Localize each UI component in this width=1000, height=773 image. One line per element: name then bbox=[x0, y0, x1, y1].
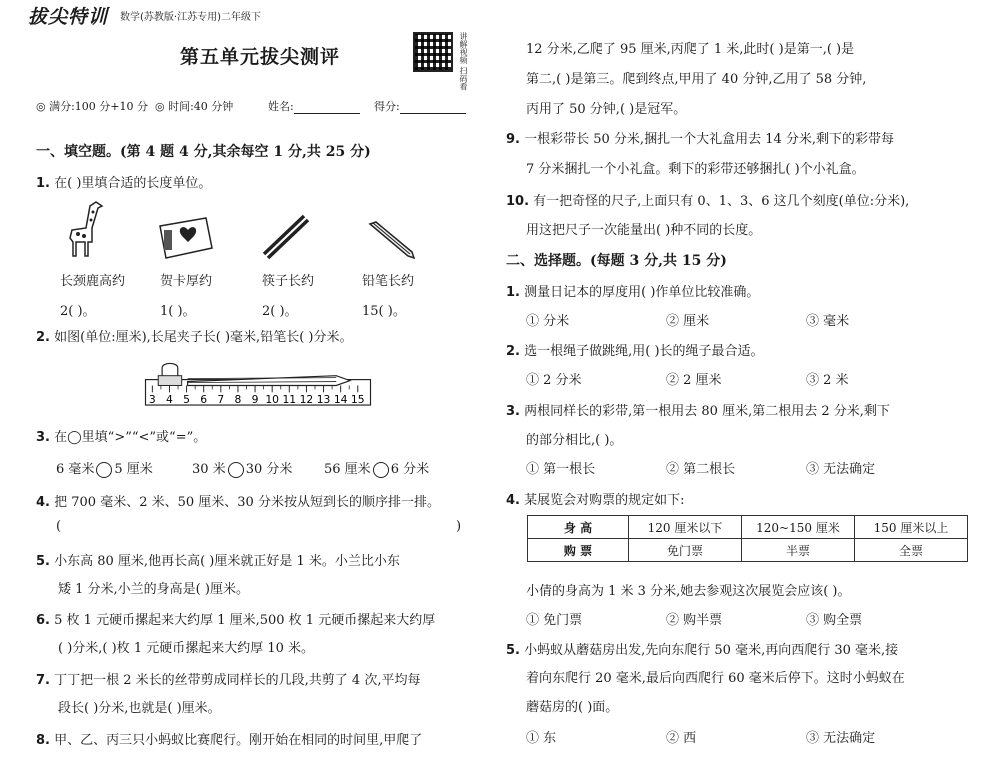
question-2: 2. 如图(单位:厘米),长尾夹子长( )毫米,铅笔长( )分米。 bbox=[36, 330, 353, 345]
ruler-tick-label: 10 bbox=[265, 393, 280, 407]
choice-1: 1. 测量日记本的厚度用( )作单位比较准确。 bbox=[506, 285, 760, 300]
ruler-tick-label: 6 bbox=[200, 393, 208, 407]
table-cell: 120~150 厘米 bbox=[742, 516, 855, 539]
q1-answer-4[interactable]: 15( )。 bbox=[362, 304, 406, 319]
choice-4-option-b[interactable]: ② 购半票 bbox=[666, 613, 723, 628]
ruler-tick-label: 13 bbox=[316, 393, 331, 407]
question-6-line2: ( )分米,( )枚 1 元硬币摞起来大约厚 10 米。 bbox=[58, 641, 315, 656]
greeting-card-icon bbox=[158, 216, 214, 260]
compare-circle-icon bbox=[96, 462, 112, 478]
choice-5-option-c[interactable]: ③ 无法确定 bbox=[806, 731, 876, 746]
q1-label-4: 铅笔长约 bbox=[362, 274, 415, 289]
name-field[interactable]: 姓名: bbox=[268, 98, 360, 114]
ruler-tick-label: 3 bbox=[148, 393, 156, 407]
question-4: 4. 把 700 毫米、2 米、50 厘米、30 分米按从短到长的顺序排一排。 bbox=[36, 495, 440, 510]
score-field[interactable]: 得分: bbox=[374, 98, 466, 114]
ruler-tick-label: 11 bbox=[282, 393, 297, 407]
choice-5-line3: 蘑菇房的( )面。 bbox=[526, 700, 619, 715]
question-8-cont-3: 丙用了 50 分钟,( )是冠军。 bbox=[526, 102, 687, 117]
question-5: 5. 小东高 80 厘米,他再长高( )厘米就正好是 1 米。小兰比小东 bbox=[36, 554, 400, 569]
qr-code-icon[interactable] bbox=[413, 32, 453, 72]
compare-circle-icon bbox=[373, 462, 389, 478]
page-title: 第五单元拔尖测评 bbox=[180, 46, 341, 68]
brand-subtitle: 数学(苏教版·江苏专用)二年级下 bbox=[120, 12, 261, 23]
table-cell: 120 厘米以下 bbox=[629, 516, 742, 539]
ruler-tick-label: 4 bbox=[166, 393, 173, 407]
question-8: 8. 甲、乙、丙三只小蚂蚁比赛爬行。刚开始在相同的时间里,甲爬了 bbox=[36, 733, 423, 748]
choice-4-question: 小倩的身高为 1 米 3 分米,她去参观这次展览会应该( )。 bbox=[526, 584, 851, 599]
question-9-line2: 7 分米捆扎一个小礼盒。剩下的彩带还够捆扎( )个小礼盒。 bbox=[526, 162, 865, 177]
question-9: 9. 一根彩带长 50 分米,捆扎一个大礼盒用去 14 分米,剩下的彩带每 bbox=[506, 132, 895, 147]
question-1: 1. 在( )里填合适的长度单位。 bbox=[36, 176, 212, 191]
table-cell: 购 票 bbox=[528, 539, 629, 562]
q1-label-3: 筷子长约 bbox=[262, 274, 315, 289]
choice-1-option-a[interactable]: ① 分米 bbox=[526, 314, 570, 329]
table-row bbox=[528, 539, 968, 562]
choice-3-line2: 的部分相比,( )。 bbox=[526, 433, 623, 448]
giraffe-icon bbox=[62, 198, 112, 260]
ruler-tick-label: 12 bbox=[299, 393, 314, 407]
q1-label-2: 贺卡厚约 bbox=[160, 274, 213, 289]
choice-4-option-c[interactable]: ③ 购全票 bbox=[806, 613, 863, 628]
ruler-tick-label: 8 bbox=[234, 393, 242, 407]
choice-3-option-c[interactable]: ③ 无法确定 bbox=[806, 462, 876, 477]
q4-paren-open[interactable]: ( bbox=[56, 519, 62, 534]
table-cell: 半票 bbox=[742, 539, 855, 562]
choice-2-option-a[interactable]: ① 2 分米 bbox=[526, 373, 582, 388]
ruler-tick-label: 15 bbox=[350, 393, 365, 407]
question-10: 10. 有一把奇怪的尺子,上面只有 0、1、3、6 这几个刻度(单位:分米), bbox=[506, 194, 910, 209]
choice-2-option-c[interactable]: ③ 2 米 bbox=[806, 373, 849, 388]
question-5-line2: 矮 1 分米,小兰的身高是( )厘米。 bbox=[58, 582, 249, 597]
ruler-diagram bbox=[143, 362, 373, 407]
choice-4: 4. 某展览会对购票的规定如下: bbox=[506, 493, 685, 508]
q1-label-1: 长颈鹿高约 bbox=[60, 274, 126, 289]
choice-3: 3. 两根同样长的彩带,第一根用去 80 厘米,第二根用去 2 分米,剩下 bbox=[506, 404, 890, 419]
question-3: 3. 在◯里填“>”“<”或“=”。 bbox=[36, 430, 207, 445]
question-7-line2: 段长( )分米,也就是( )厘米。 bbox=[58, 701, 221, 716]
ruler-tick-label: 5 bbox=[183, 393, 191, 407]
question-8-cont-2: 第二,( )是第三。爬到终点,甲用了 40 分钟,乙用了 58 分钟, bbox=[526, 72, 867, 87]
ticket-price-table bbox=[527, 515, 968, 562]
compare-circle-icon bbox=[228, 462, 244, 478]
choice-4-option-a[interactable]: ① 免门票 bbox=[526, 613, 583, 628]
choice-5-line2: 着向东爬行 20 毫米,最后向西爬行 60 毫米后停下。这时小蚂蚁在 bbox=[526, 671, 905, 686]
table-cell: 免门票 bbox=[629, 539, 742, 562]
q3-compare-3[interactable]: 56 厘米 6 分米 bbox=[324, 462, 430, 477]
q4-paren-close[interactable]: ) bbox=[456, 519, 462, 534]
q3-compare-2[interactable]: 30 米 30 分米 bbox=[192, 462, 293, 477]
pencil-shape bbox=[188, 376, 350, 386]
choice-2: 2. 选一根绳子做跳绳,用( )长的绳子最合适。 bbox=[506, 344, 764, 359]
pencil-icon bbox=[366, 220, 418, 260]
time-limit: ◎ 时间:40 分钟 bbox=[155, 100, 234, 113]
table-row bbox=[528, 516, 968, 539]
section1-heading: 一、填空题。(第 4 题 4 分,其余每空 1 分,共 25 分) bbox=[36, 144, 371, 160]
table-cell: 全票 bbox=[855, 539, 968, 562]
table-cell: 150 厘米以上 bbox=[855, 516, 968, 539]
ruler-tick-label: 14 bbox=[333, 393, 348, 407]
question-10-line2: 用这把尺子一次能量出( )种不同的长度。 bbox=[526, 223, 762, 238]
choice-5-option-a[interactable]: ① 东 bbox=[526, 731, 557, 746]
choice-5: 5. 小蚂蚁从蘑菇房出发,先向东爬行 50 毫米,再向西爬行 30 毫米,接 bbox=[506, 643, 899, 658]
ruler-tick-label: 9 bbox=[251, 393, 259, 407]
brand-logo: 拔尖特训 bbox=[28, 6, 109, 28]
choice-3-option-a[interactable]: ① 第一根长 bbox=[526, 462, 596, 477]
binder-clip bbox=[162, 363, 178, 375]
question-8-cont-1: 12 分米,乙爬了 95 厘米,丙爬了 1 米,此时( )是第一,( )是 bbox=[526, 42, 855, 57]
choice-5-option-b[interactable]: ② 西 bbox=[666, 731, 697, 746]
choice-1-option-b[interactable]: ② 厘米 bbox=[666, 314, 710, 329]
question-7: 7. 丁丁把一根 2 米长的丝带剪成同样长的几段,共剪了 4 次,平均每 bbox=[36, 673, 421, 688]
choice-2-option-b[interactable]: ② 2 厘米 bbox=[666, 373, 722, 388]
question-6: 6. 5 枚 1 元硬币摞起来大约厚 1 厘米,500 枚 1 元硬币摞起来大约厚 bbox=[36, 613, 436, 628]
q1-answer-1[interactable]: 2( )。 bbox=[60, 304, 96, 319]
table-cell: 身 高 bbox=[528, 516, 629, 539]
qr-caption: 讲解视频 扫码看 bbox=[459, 32, 468, 91]
chopsticks-icon bbox=[260, 210, 312, 260]
choice-1-option-c[interactable]: ③ 毫米 bbox=[806, 314, 850, 329]
ruler-tick-label: 7 bbox=[217, 393, 225, 407]
q3-compare-1[interactable]: 6 毫米 5 厘米 bbox=[56, 462, 153, 477]
full-score: ◎ 满分:100 分+10 分 bbox=[36, 100, 149, 113]
section2-heading: 二、选择题。(每题 3 分,共 15 分) bbox=[506, 253, 727, 269]
q1-answer-3[interactable]: 2( )。 bbox=[262, 304, 298, 319]
q1-answer-2[interactable]: 1( )。 bbox=[160, 304, 196, 319]
choice-3-option-b[interactable]: ② 第二根长 bbox=[666, 462, 736, 477]
